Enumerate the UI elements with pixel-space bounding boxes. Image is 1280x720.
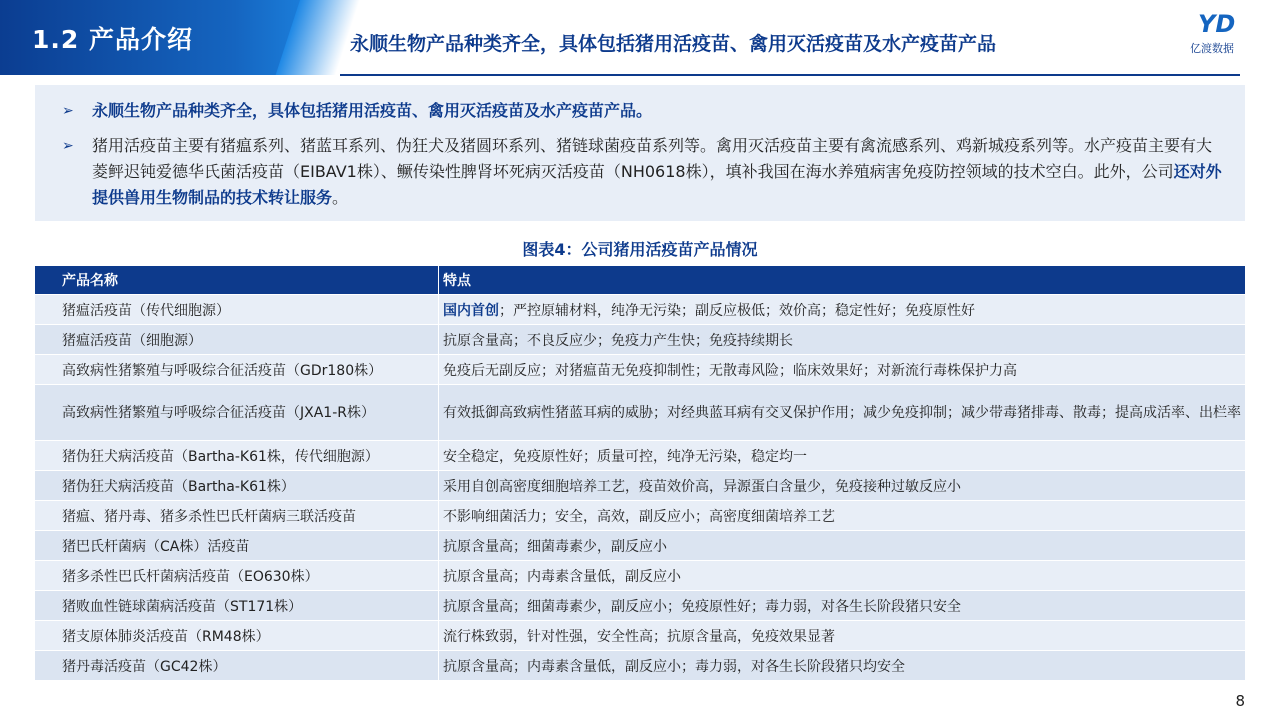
product-name-cell: 猪瘟活疫苗（传代细胞源） bbox=[35, 295, 439, 325]
feature-text: ；严控原辅材料，纯净无污染；副反应极低；效价高；稳定性好；免疫原性好 bbox=[499, 302, 975, 319]
product-name-cell: 猪瘟活疫苗（细胞源） bbox=[35, 325, 439, 355]
bullet-2-body: 猪用活疫苗主要有猪瘟系列、猪蓝耳系列、伪狂犬及猪圆环系列、猪链球菌疫苗系列等。禽用灭活疫苗主要有禽流感系列、鸡新城疫系列等。水产疫苗主要有大菱鲆迟钝爱德华氏菌活疫苗（EIBAV1株）、鳜传染性脾肾坏死病灭活疫苗（NH0618株），填补我国在海水养殖病害免疫防控领域的技术空白。此外，公司 bbox=[92, 136, 1213, 181]
table-row bbox=[35, 621, 1245, 651]
arrow-right-icon: ➢ bbox=[62, 138, 74, 154]
table-row bbox=[35, 385, 1245, 441]
table-row bbox=[35, 501, 1245, 531]
table-row bbox=[35, 471, 1245, 501]
feature-cell bbox=[439, 471, 1246, 501]
feature-cell bbox=[439, 651, 1246, 681]
table-header-row bbox=[35, 266, 1245, 295]
section-title: 1.2 产品介绍 bbox=[32, 25, 193, 54]
feature-text: 抗原含量高；细菌毒素少，副反应小；免疫原性好；毒力弱，对各生长阶段猪只安全 bbox=[443, 598, 961, 615]
company-logo bbox=[1190, 10, 1250, 55]
bullet-2-end: 。 bbox=[332, 188, 349, 207]
logo-text: 亿渡数据 bbox=[1190, 42, 1234, 55]
product-name-cell: 猪败血性链球菌病活疫苗（ST171株） bbox=[35, 591, 439, 621]
feature-cell bbox=[439, 295, 1246, 325]
table-row bbox=[35, 531, 1245, 561]
product-name-cell: 猪支原体肺炎活疫苗（RM48株） bbox=[35, 621, 439, 651]
table-caption: 图表4：公司猪用活疫苗产品情况 bbox=[522, 240, 758, 259]
table-row bbox=[35, 651, 1245, 681]
feature-cell bbox=[439, 591, 1246, 621]
feature-text: 安全稳定，免疫原性好；质量可控，纯净无污染，稳定均一 bbox=[443, 448, 807, 465]
product-name-cell: 猪伪狂犬病活疫苗（Bartha-K61株，传代细胞源） bbox=[35, 441, 439, 471]
table-row bbox=[35, 561, 1245, 591]
feature-cell bbox=[439, 441, 1246, 471]
page-subtitle: 永顺生物产品种类齐全，具体包括猪用活疫苗、禽用灭活疫苗及水产疫苗产品 bbox=[350, 33, 997, 55]
feature-text: 抗原含量高；内毒素含量低，副反应小；毒力弱，对各生长阶段猪只均安全 bbox=[443, 658, 905, 675]
feature-cell bbox=[439, 355, 1246, 385]
table-row bbox=[35, 325, 1245, 355]
feature-cell bbox=[439, 621, 1246, 651]
feature-cell bbox=[439, 531, 1246, 561]
page-number: 8 bbox=[1235, 692, 1245, 710]
bullet-2-text bbox=[92, 133, 1222, 211]
table-body bbox=[35, 295, 1245, 681]
header-features: 特点 bbox=[439, 266, 1246, 295]
product-table bbox=[35, 266, 1245, 681]
product-name-cell: 猪多杀性巴氏杆菌病活疫苗（EO630株） bbox=[35, 561, 439, 591]
product-name-cell: 猪丹毒活疫苗（GC42株） bbox=[35, 651, 439, 681]
feature-text: 流行株致弱，针对性强，安全性高；抗原含量高，免疫效果显著 bbox=[443, 628, 835, 645]
bullet-2-highlight: 还对外提供兽用生物制品的技术转让服务 bbox=[92, 162, 1222, 207]
product-name-cell: 猪瘟、猪丹毒、猪多杀性巴氏杆菌病三联活疫苗 bbox=[35, 501, 439, 531]
feature-text: 抗原含量高；内毒素含量低，副反应小 bbox=[443, 568, 681, 585]
table-row bbox=[35, 591, 1245, 621]
table-row bbox=[35, 441, 1245, 471]
feature-text: 采用自创高密度细胞培养工艺，疫苗效价高，异源蛋白含量少，免疫接种过敏反应小 bbox=[443, 478, 961, 495]
feature-text: 有效抵御高致病性猪蓝耳病的威胁；对经典蓝耳病有交叉保护作用；减少免疫抑制；减少带毒猪排毒、散毒；提高成活率、出栏率 bbox=[443, 404, 1241, 421]
product-name-cell: 猪伪狂犬病活疫苗（Bartha-K61株） bbox=[35, 471, 439, 501]
table-row bbox=[35, 295, 1245, 325]
feature-cell bbox=[439, 325, 1246, 355]
feature-text: 抗原含量高；细菌毒素少，副反应小 bbox=[443, 538, 667, 555]
feature-cell bbox=[439, 385, 1246, 441]
feature-cell bbox=[439, 561, 1246, 591]
feature-cell bbox=[439, 501, 1246, 531]
table-row bbox=[35, 355, 1245, 385]
header-divider bbox=[340, 74, 1240, 76]
feature-highlight: 国内首创 bbox=[443, 302, 499, 319]
feature-text: 不影响细菌活力；安全，高效，副反应小；高密度细菌培养工艺 bbox=[443, 508, 835, 525]
feature-text: 抗原含量高；不良反应少；免疫力产生快；免疫持续期长 bbox=[443, 332, 793, 349]
feature-text: 免疫后无副反应；对猪瘟苗无免疫抑制性；无散毒风险；临床效果好；对新流行毒株保护力高 bbox=[443, 362, 1017, 379]
product-name-cell: 猪巴氏杆菌病（CA株）活疫苗 bbox=[35, 531, 439, 561]
arrow-right-icon: ➢ bbox=[62, 103, 74, 119]
product-name-cell: 高致病性猪繁殖与呼吸综合征活疫苗（GDr180株） bbox=[35, 355, 439, 385]
logo-mark-icon: YD bbox=[1198, 10, 1236, 38]
product-name-cell: 高致病性猪繁殖与呼吸综合征活疫苗（JXA1-R株） bbox=[35, 385, 439, 441]
bullet-1-text: 永顺生物产品种类齐全，具体包括猪用活疫苗、禽用灭活疫苗及水产疫苗产品。 bbox=[92, 101, 653, 120]
header-product-name: 产品名称 bbox=[35, 266, 439, 295]
